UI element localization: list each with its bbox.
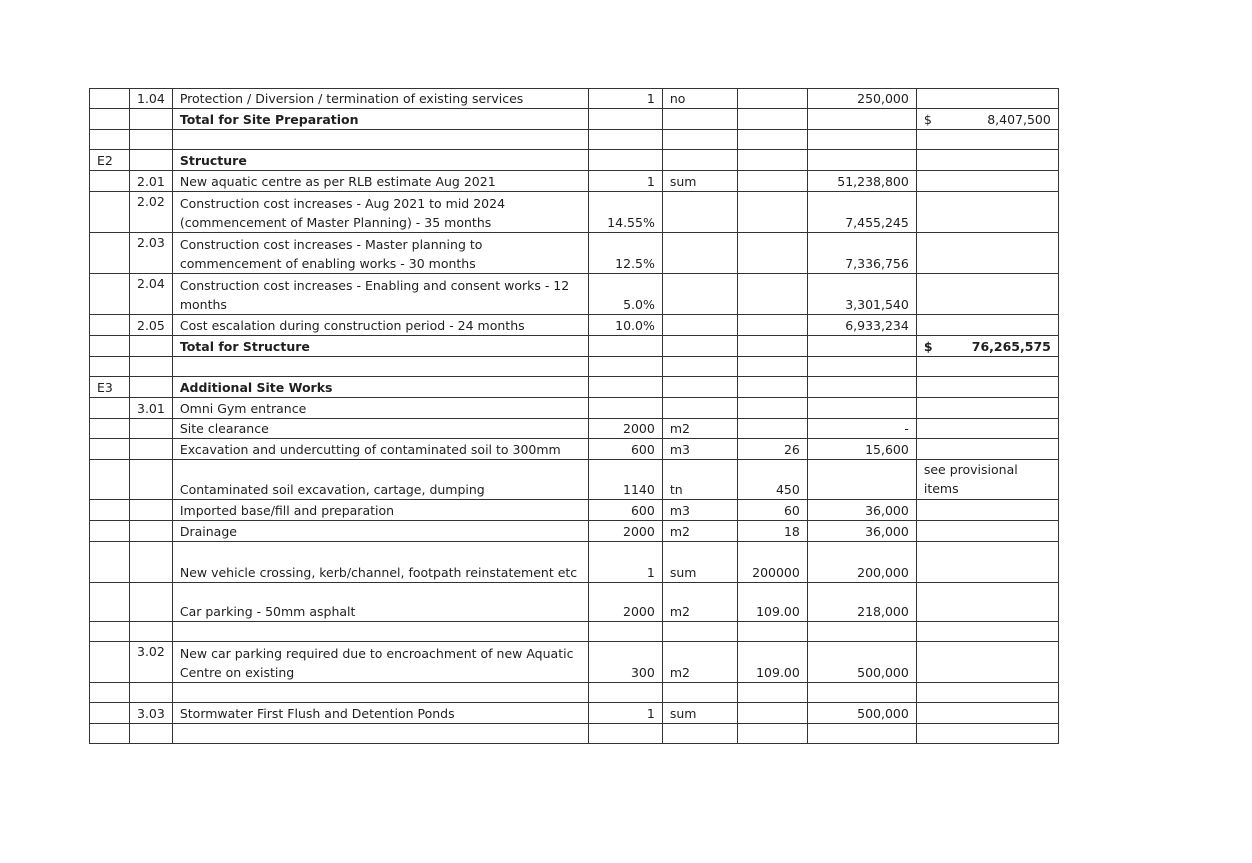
section-total-cell bbox=[916, 703, 1058, 724]
table-row bbox=[90, 460, 1059, 500]
description-cell: Construction cost increases - Aug 2021 to mid 2024 (commencement of Master Planning) - 35 months bbox=[172, 192, 588, 233]
item-number-cell bbox=[130, 500, 173, 521]
table-row bbox=[90, 500, 1059, 521]
rate-cell bbox=[737, 703, 807, 724]
description-cell bbox=[172, 357, 588, 377]
item-number-cell: 2.05 bbox=[130, 315, 173, 336]
amount-cell: 3,301,540 bbox=[807, 274, 916, 315]
description-cell: Omni Gym entrance bbox=[172, 398, 588, 419]
amount-cell: 51,238,800 bbox=[807, 171, 916, 192]
table-row bbox=[90, 315, 1059, 336]
item-code-cell bbox=[90, 274, 130, 315]
table-row bbox=[90, 398, 1059, 419]
description-cell: Total for Site Preparation bbox=[172, 109, 588, 130]
rate-cell bbox=[737, 233, 807, 274]
section-total-cell bbox=[916, 357, 1058, 377]
amount-cell: 200,000 bbox=[807, 542, 916, 583]
rate-cell: 109.00 bbox=[737, 642, 807, 683]
item-code-cell bbox=[90, 724, 130, 744]
unit-cell: sum bbox=[662, 171, 737, 192]
item-code-cell bbox=[90, 109, 130, 130]
rate-cell: 60 bbox=[737, 500, 807, 521]
item-number-cell bbox=[130, 109, 173, 130]
item-code-cell bbox=[90, 315, 130, 336]
rate-cell bbox=[737, 274, 807, 315]
table-row bbox=[90, 521, 1059, 542]
quantity-cell bbox=[588, 357, 662, 377]
item-code-cell bbox=[90, 357, 130, 377]
amount-cell bbox=[807, 150, 916, 171]
item-code-cell bbox=[90, 398, 130, 419]
quantity-cell bbox=[588, 622, 662, 642]
item-code-cell bbox=[90, 500, 130, 521]
section-total-cell bbox=[916, 130, 1058, 150]
unit-cell bbox=[662, 622, 737, 642]
item-number-cell: 2.04 bbox=[130, 274, 173, 315]
item-code-cell bbox=[90, 439, 130, 460]
quantity-cell: 300 bbox=[588, 642, 662, 683]
description-cell: New car parking required due to encroachment of new Aquatic Centre on existing bbox=[172, 642, 588, 683]
table-row bbox=[90, 703, 1059, 724]
cost-estimate-table bbox=[89, 88, 1059, 744]
rate-cell bbox=[737, 377, 807, 398]
quantity-cell: 1 bbox=[588, 542, 662, 583]
table-row bbox=[90, 724, 1059, 744]
unit-cell bbox=[662, 150, 737, 171]
quantity-cell bbox=[588, 398, 662, 419]
section-total-cell bbox=[916, 521, 1058, 542]
amount-cell: 7,336,756 bbox=[807, 233, 916, 274]
unit-cell bbox=[662, 109, 737, 130]
description-cell bbox=[172, 130, 588, 150]
item-number-cell bbox=[130, 583, 173, 622]
section-total-cell bbox=[916, 336, 1058, 357]
rate-cell bbox=[737, 398, 807, 419]
item-number-cell: 2.02 bbox=[130, 192, 173, 233]
item-number-cell: 3.03 bbox=[130, 703, 173, 724]
rate-cell bbox=[737, 683, 807, 703]
rate-cell: 450 bbox=[737, 460, 807, 500]
section-total-cell bbox=[916, 724, 1058, 744]
item-number-cell bbox=[130, 357, 173, 377]
section-total-cell bbox=[916, 683, 1058, 703]
rate-cell bbox=[737, 150, 807, 171]
quantity-cell bbox=[588, 377, 662, 398]
item-number-cell bbox=[130, 336, 173, 357]
section-total-cell bbox=[916, 622, 1058, 642]
item-code-cell: E2 bbox=[90, 150, 130, 171]
amount-cell: 6,933,234 bbox=[807, 315, 916, 336]
unit-cell bbox=[662, 357, 737, 377]
item-number-cell: 2.03 bbox=[130, 233, 173, 274]
section-total-cell bbox=[916, 89, 1058, 109]
table-row bbox=[90, 357, 1059, 377]
quantity-cell bbox=[588, 724, 662, 744]
unit-cell bbox=[662, 377, 737, 398]
item-number-cell bbox=[130, 521, 173, 542]
item-number-cell bbox=[130, 419, 173, 439]
section-total-cell bbox=[916, 233, 1058, 274]
unit-cell bbox=[662, 233, 737, 274]
amount-cell bbox=[807, 130, 916, 150]
item-number-cell bbox=[130, 439, 173, 460]
description-cell bbox=[172, 622, 588, 642]
unit-cell bbox=[662, 130, 737, 150]
table-row bbox=[90, 274, 1059, 315]
unit-cell bbox=[662, 683, 737, 703]
quantity-cell: 600 bbox=[588, 439, 662, 460]
unit-cell: m2 bbox=[662, 521, 737, 542]
section-total-cell: see provisional items bbox=[916, 460, 1058, 500]
quantity-cell bbox=[588, 109, 662, 130]
rate-cell: 18 bbox=[737, 521, 807, 542]
item-number-cell bbox=[130, 460, 173, 500]
unit-cell: no bbox=[662, 89, 737, 109]
rate-cell bbox=[737, 419, 807, 439]
section-total-cell bbox=[916, 500, 1058, 521]
amount-cell bbox=[807, 336, 916, 357]
item-code-cell bbox=[90, 419, 130, 439]
section-total-cell bbox=[916, 542, 1058, 583]
item-code-cell bbox=[90, 171, 130, 192]
quantity-cell: 5.0% bbox=[588, 274, 662, 315]
item-number-cell: 2.01 bbox=[130, 171, 173, 192]
section-total-cell bbox=[916, 398, 1058, 419]
table-row bbox=[90, 542, 1059, 583]
description-cell: Additional Site Works bbox=[172, 377, 588, 398]
item-number-cell bbox=[130, 622, 173, 642]
total-amount: 8,407,500 bbox=[987, 112, 1051, 127]
description-cell: Total for Structure bbox=[172, 336, 588, 357]
rate-cell bbox=[737, 336, 807, 357]
item-number-cell: 1.04 bbox=[130, 89, 173, 109]
item-code-cell bbox=[90, 336, 130, 357]
rate-cell bbox=[737, 622, 807, 642]
table-row bbox=[90, 192, 1059, 233]
section-total-cell bbox=[916, 274, 1058, 315]
rate-cell bbox=[737, 109, 807, 130]
table-row bbox=[90, 583, 1059, 622]
rate-cell: 26 bbox=[737, 439, 807, 460]
item-code-cell bbox=[90, 460, 130, 500]
amount-cell bbox=[807, 398, 916, 419]
quantity-cell: 10.0% bbox=[588, 315, 662, 336]
table-row bbox=[90, 130, 1059, 150]
amount-cell bbox=[807, 683, 916, 703]
section-total-cell bbox=[916, 315, 1058, 336]
quantity-cell: 2000 bbox=[588, 419, 662, 439]
quantity-cell: 14.55% bbox=[588, 192, 662, 233]
table-row bbox=[90, 419, 1059, 439]
table-row bbox=[90, 622, 1059, 642]
amount-cell bbox=[807, 622, 916, 642]
item-code-cell bbox=[90, 683, 130, 703]
rate-cell: 109.00 bbox=[737, 583, 807, 622]
table-row bbox=[90, 233, 1059, 274]
amount-cell bbox=[807, 377, 916, 398]
description-cell: New vehicle crossing, kerb/channel, footpath reinstatement etc bbox=[172, 542, 588, 583]
section-total-cell bbox=[916, 171, 1058, 192]
unit-cell bbox=[662, 192, 737, 233]
quantity-cell: 12.5% bbox=[588, 233, 662, 274]
section-total-cell bbox=[916, 109, 1058, 130]
unit-cell bbox=[662, 336, 737, 357]
description-cell: Protection / Diversion / termination of existing services bbox=[172, 89, 588, 109]
currency-symbol: $ bbox=[923, 112, 932, 127]
unit-cell: sum bbox=[662, 542, 737, 583]
table-row bbox=[90, 336, 1059, 357]
quantity-cell: 600 bbox=[588, 500, 662, 521]
total-value bbox=[924, 110, 1051, 129]
amount-cell: 250,000 bbox=[807, 89, 916, 109]
section-total-cell bbox=[916, 377, 1058, 398]
description-cell: Structure bbox=[172, 150, 588, 171]
section-total-cell bbox=[916, 192, 1058, 233]
description-cell: Stormwater First Flush and Detention Ponds bbox=[172, 703, 588, 724]
section-total-cell bbox=[916, 583, 1058, 622]
item-code-cell bbox=[90, 703, 130, 724]
quantity-cell: 1140 bbox=[588, 460, 662, 500]
item-code-cell bbox=[90, 130, 130, 150]
amount-cell: 500,000 bbox=[807, 642, 916, 683]
table-row bbox=[90, 171, 1059, 192]
quantity-cell: 1 bbox=[588, 171, 662, 192]
table-row bbox=[90, 150, 1059, 171]
item-number-cell bbox=[130, 150, 173, 171]
table-row bbox=[90, 683, 1059, 703]
amount-cell bbox=[807, 724, 916, 744]
amount-cell: - bbox=[807, 419, 916, 439]
description-cell bbox=[172, 683, 588, 703]
unit-cell: m3 bbox=[662, 500, 737, 521]
quantity-cell bbox=[588, 683, 662, 703]
amount-cell bbox=[807, 460, 916, 500]
rate-cell bbox=[737, 192, 807, 233]
item-code-cell bbox=[90, 233, 130, 274]
total-value bbox=[924, 337, 1051, 356]
item-code-cell bbox=[90, 521, 130, 542]
rate-cell bbox=[737, 130, 807, 150]
quantity-cell: 2000 bbox=[588, 521, 662, 542]
item-number-cell bbox=[130, 683, 173, 703]
description-cell: Construction cost increases - Master planning to commencement of enabling works - 30 months bbox=[172, 233, 588, 274]
item-code-cell bbox=[90, 192, 130, 233]
description-cell: New aquatic centre as per RLB estimate Aug 2021 bbox=[172, 171, 588, 192]
rate-cell bbox=[737, 315, 807, 336]
amount-cell bbox=[807, 357, 916, 377]
amount-cell: 7,455,245 bbox=[807, 192, 916, 233]
item-code-cell bbox=[90, 89, 130, 109]
unit-cell bbox=[662, 274, 737, 315]
rate-cell bbox=[737, 171, 807, 192]
unit-cell: m2 bbox=[662, 583, 737, 622]
table-row bbox=[90, 89, 1059, 109]
rate-cell bbox=[737, 724, 807, 744]
item-code-cell bbox=[90, 642, 130, 683]
item-code-cell bbox=[90, 622, 130, 642]
amount-cell: 218,000 bbox=[807, 583, 916, 622]
description-cell: Contaminated soil excavation, cartage, dumping bbox=[172, 460, 588, 500]
item-code-cell bbox=[90, 542, 130, 583]
section-total-cell bbox=[916, 150, 1058, 171]
quantity-cell bbox=[588, 336, 662, 357]
description-cell: Excavation and undercutting of contaminated soil to 300mm bbox=[172, 439, 588, 460]
item-number-cell bbox=[130, 377, 173, 398]
table-row bbox=[90, 377, 1059, 398]
quantity-cell bbox=[588, 150, 662, 171]
amount-cell bbox=[807, 109, 916, 130]
unit-cell: m2 bbox=[662, 642, 737, 683]
unit-cell: sum bbox=[662, 703, 737, 724]
amount-cell: 36,000 bbox=[807, 500, 916, 521]
currency-symbol: $ bbox=[923, 339, 933, 354]
item-number-cell bbox=[130, 724, 173, 744]
total-amount: 76,265,575 bbox=[971, 339, 1051, 354]
item-code-cell bbox=[90, 583, 130, 622]
description-cell: Imported base/fill and preparation bbox=[172, 500, 588, 521]
amount-cell: 15,600 bbox=[807, 439, 916, 460]
description-cell: Drainage bbox=[172, 521, 588, 542]
quantity-cell bbox=[588, 130, 662, 150]
item-code-cell: E3 bbox=[90, 377, 130, 398]
description-cell: Site clearance bbox=[172, 419, 588, 439]
amount-cell: 36,000 bbox=[807, 521, 916, 542]
section-total-cell bbox=[916, 439, 1058, 460]
section-total-cell bbox=[916, 419, 1058, 439]
quantity-cell: 2000 bbox=[588, 583, 662, 622]
item-number-cell: 3.01 bbox=[130, 398, 173, 419]
unit-cell bbox=[662, 398, 737, 419]
rate-cell bbox=[737, 89, 807, 109]
unit-cell: m3 bbox=[662, 439, 737, 460]
quantity-cell: 1 bbox=[588, 89, 662, 109]
quantity-cell: 1 bbox=[588, 703, 662, 724]
item-number-cell bbox=[130, 542, 173, 583]
rate-cell: 200000 bbox=[737, 542, 807, 583]
table-row bbox=[90, 109, 1059, 130]
section-total-cell bbox=[916, 642, 1058, 683]
description-cell: Cost escalation during construction period - 24 months bbox=[172, 315, 588, 336]
rate-cell bbox=[737, 357, 807, 377]
unit-cell: m2 bbox=[662, 419, 737, 439]
item-number-cell: 3.02 bbox=[130, 642, 173, 683]
unit-cell: tn bbox=[662, 460, 737, 500]
description-cell: Car parking - 50mm asphalt bbox=[172, 583, 588, 622]
amount-cell: 500,000 bbox=[807, 703, 916, 724]
description-cell: Construction cost increases - Enabling and consent works - 12 months bbox=[172, 274, 588, 315]
description-cell bbox=[172, 724, 588, 744]
item-number-cell bbox=[130, 130, 173, 150]
table-row bbox=[90, 642, 1059, 683]
table-row bbox=[90, 439, 1059, 460]
unit-cell bbox=[662, 724, 737, 744]
unit-cell bbox=[662, 315, 737, 336]
